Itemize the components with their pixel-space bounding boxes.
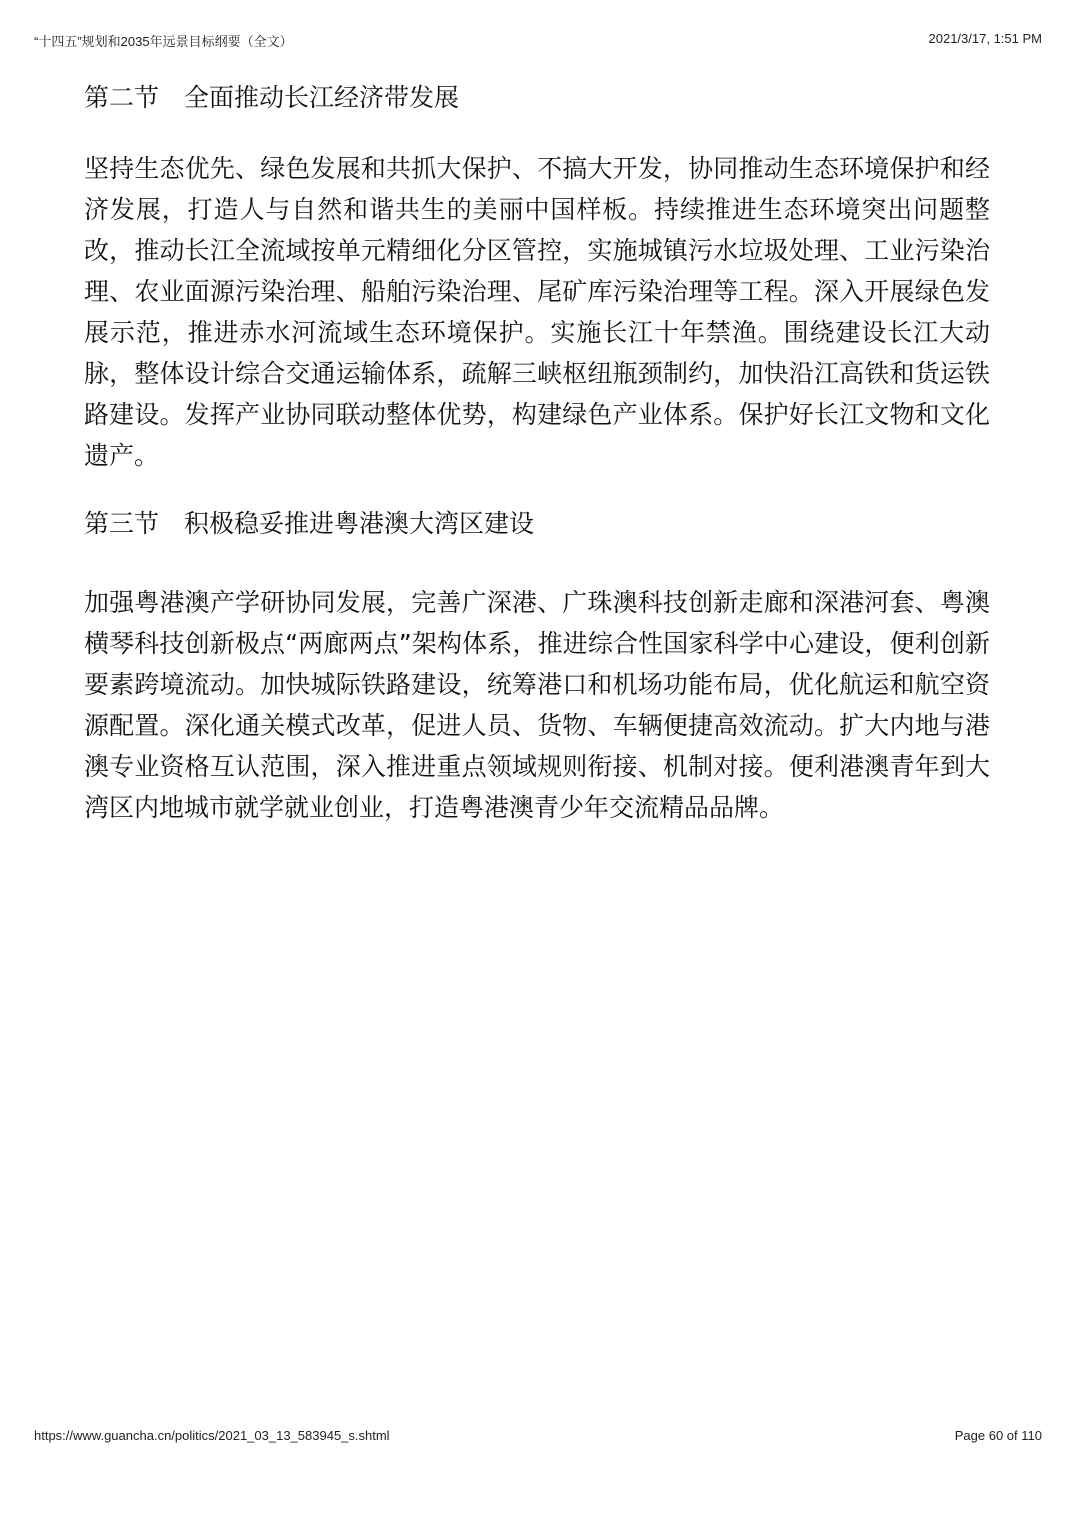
section-heading: 第二节 全面推动长江经济带发展 xyxy=(84,83,460,112)
print-footer xyxy=(34,1428,1042,1443)
page-number: Page 60 of 110 xyxy=(954,1428,1042,1443)
section-paragraph: 加强粤港澳产学研协同发展，完善广深港、广珠澳科技创新走廊和深港河套、粤澳横琴科技创新极点“两廊两点”架构体系，推进综合性国家科学中心建设，便利创新要素跨境流动。加快城际铁路建设，统筹港口和机场功能布局，优化航运和航空资源配置。深化通关模式改革，促进人员、货物、车辆便捷高效流动。扩大内地与港澳专业资格互认范围，深入推进重点领域规则衔接、机制对接。便利港澳青年到大湾区内地城市就学就业创业，打造粤港澳青少年交流精品品牌。 xyxy=(84,588,990,822)
source-url: https://www.guancha.cn/politics/2021_03_13_583945_s.shtml xyxy=(34,1428,390,1443)
document-content xyxy=(84,78,990,828)
section-heading: 第三节 积极稳妥推进粤港澳大湾区建设 xyxy=(84,509,535,538)
print-header xyxy=(34,31,1042,50)
print-timestamp: 2021/3/17, 1:51 PM xyxy=(928,31,1042,46)
section-paragraph: 坚持生态优先、绿色发展和共抓大保护、不搞大开发，协同推动生态环境保护和经济发展，打造人与自然和谐共生的美丽中国样板。持续推进生态环境突出问题整改，推动长江全流域按单元精细化分区管控，实施城镇污水垃圾处理、工业污染治理、农业面源污染治理、船舶污染治理、尾矿库污染治理等工程。深入开展绿色发展示范，推进赤水河流域生态环境保护。实施长江十年禁渔。围绕建设长江大动脉，整体设计综合交通运输体系，疏解三峡枢纽瓶颈制约，加快沿江高铁和货运铁路建设。发挥产业协同联动整体优势，构建绿色产业体系。保护好长江文物和文化遗产。 xyxy=(84,154,990,470)
document-title: “十四五”规划和2035年远景目标纲要（全文） xyxy=(34,34,293,49)
